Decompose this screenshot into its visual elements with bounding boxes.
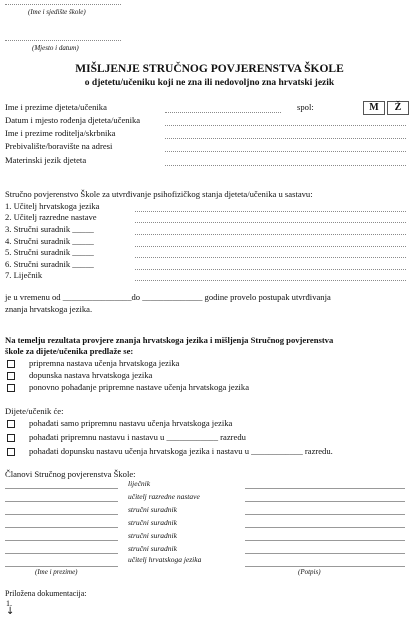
- member-role: stručni suradnik: [128, 518, 177, 527]
- sex-male-box[interactable]: M: [363, 101, 385, 115]
- proposal-text: Na temelju rezultata provjere znanja hrvatskoga jezika i mišljenja Stručnog povjerenstva: [5, 335, 334, 345]
- member-name-line[interactable]: [5, 514, 118, 515]
- committee-member-field[interactable]: [135, 211, 406, 212]
- address-field[interactable]: [165, 151, 406, 152]
- member-signature-line[interactable]: [245, 514, 405, 515]
- proposal-option: pripremna nastava učenja hrvatskoga jezika: [29, 358, 180, 368]
- member-signature-line[interactable]: [245, 501, 405, 502]
- attachment-item: 1.: [6, 599, 12, 608]
- committee-member: 2. Učitelj razredne nastave: [5, 212, 97, 222]
- page-subtitle: o djetetu/učeniku koji ne zna ili nedovoljno zna hrvatski jezik: [84, 78, 335, 88]
- committee-intro: Stručno povjerenstvo Škole za utvrđivanje psihofizičkog stanja djeteta/učenika u sastavu:: [5, 189, 313, 199]
- mother-tongue-field[interactable]: [165, 165, 406, 166]
- member-signature-line[interactable]: [245, 566, 405, 567]
- committee-member-field[interactable]: [135, 269, 406, 270]
- attendance-checkbox[interactable]: [7, 434, 15, 442]
- dob-label: Datum i mjesto rođenja djeteta/učenika: [5, 115, 141, 125]
- period-text-cont: znanja hrvatskoga jezika.: [5, 304, 93, 314]
- address-label: Prebivalište/boravište na adresi: [5, 141, 113, 151]
- member-signature-line[interactable]: [245, 527, 405, 528]
- school-name-line[interactable]: [5, 4, 121, 5]
- member-name-line[interactable]: [5, 488, 118, 489]
- child-name-field[interactable]: [165, 112, 281, 113]
- school-name-caption: (Ime i sjedište škole): [28, 8, 86, 16]
- committee-member: 5. Stručni suradnik _____: [5, 247, 94, 257]
- committee-member: 6. Stručni suradnik _____: [5, 259, 94, 269]
- proposal-option: ponovno pohađanje pripremne nastave učenja hrvatskoga jezika: [29, 382, 250, 392]
- member-signature-line[interactable]: [245, 488, 405, 489]
- place-date-line[interactable]: [5, 40, 121, 41]
- committee-member-field[interactable]: [135, 246, 406, 247]
- committee-member: 7. Liječnik: [5, 270, 43, 280]
- mother-tongue-label: Materinski jezik djeteta: [5, 155, 87, 165]
- member-role: stručni suradnik: [128, 505, 177, 514]
- period-text: je u vremenu od ________________do ______________ godine provelo postupak utvrđivanja: [5, 292, 331, 302]
- members-heading: Članovi Stručnog povjerenstva Škole:: [5, 469, 136, 479]
- proposal-checkbox[interactable]: [7, 360, 15, 368]
- committee-member: 4. Stručni suradnik _____: [5, 236, 94, 246]
- place-date-caption: (Mjesto i datum): [32, 44, 79, 52]
- attendance-checkbox[interactable]: [7, 448, 15, 456]
- member-name-line[interactable]: [5, 553, 118, 554]
- member-role: stručni suradnik: [128, 544, 177, 553]
- page-title: MIŠLJENJE STRUČNOG POVJERENSTVA ŠKOLE: [75, 63, 344, 75]
- member-name-line[interactable]: [5, 540, 118, 541]
- member-signature-line[interactable]: [245, 553, 405, 554]
- committee-member-field[interactable]: [135, 257, 406, 258]
- member-name-line[interactable]: [5, 527, 118, 528]
- signature-caption: (Potpis): [298, 568, 321, 576]
- member-role: učitelj razredne nastave: [128, 492, 200, 501]
- proposal-checkbox[interactable]: [7, 372, 15, 380]
- committee-member-field[interactable]: [135, 280, 406, 281]
- member-role: stručni suradnik: [128, 531, 177, 540]
- committee-member-field[interactable]: [135, 234, 406, 235]
- member-name-line[interactable]: [5, 566, 118, 567]
- attendance-checkbox[interactable]: [7, 420, 15, 428]
- proposal-checkbox[interactable]: [7, 384, 15, 392]
- member-role: učitelj hrvatskoga jezika: [128, 555, 202, 564]
- member-role: liječnik: [128, 479, 151, 488]
- attendance-option: pohađati pripremnu nastavu i nastavu u ____________ razredu: [29, 432, 246, 442]
- member-signature-line[interactable]: [245, 540, 405, 541]
- dob-field[interactable]: [165, 125, 406, 126]
- committee-member: 1. Učitelj hrvatskoga jezika: [5, 201, 100, 211]
- sex-label: spol:: [297, 102, 314, 112]
- committee-member-field[interactable]: [135, 222, 406, 223]
- attendance-heading: Dijete/učenik će:: [5, 406, 64, 416]
- sex-female-box[interactable]: Ž: [387, 101, 409, 115]
- arrow-down-icon: ↓: [6, 606, 15, 617]
- proposal-text-cont: škole za dijete/učenika predlaže se:: [5, 346, 134, 356]
- attachments-heading: Priložena dokumentacija:: [5, 589, 87, 598]
- child-name-label: Ime i prezime djeteta/učenika: [5, 102, 107, 112]
- name-caption: (Ime i prezime): [35, 568, 78, 576]
- parent-field[interactable]: [165, 138, 406, 139]
- proposal-option: dopunska nastava hrvatskoga jezika: [29, 370, 153, 380]
- committee-member: 3. Stručni suradnik _____: [5, 224, 94, 234]
- member-name-line[interactable]: [5, 501, 118, 502]
- attendance-option: pohađati samo pripremnu nastavu učenja hrvatskoga jezika: [29, 418, 233, 428]
- parent-label: Ime i prezime roditelja/skrbnika: [5, 128, 116, 138]
- attendance-option: pohađati dopunsku nastavu učenja hrvatskoga jezika i nastavu u ____________ razredu.: [29, 446, 333, 456]
